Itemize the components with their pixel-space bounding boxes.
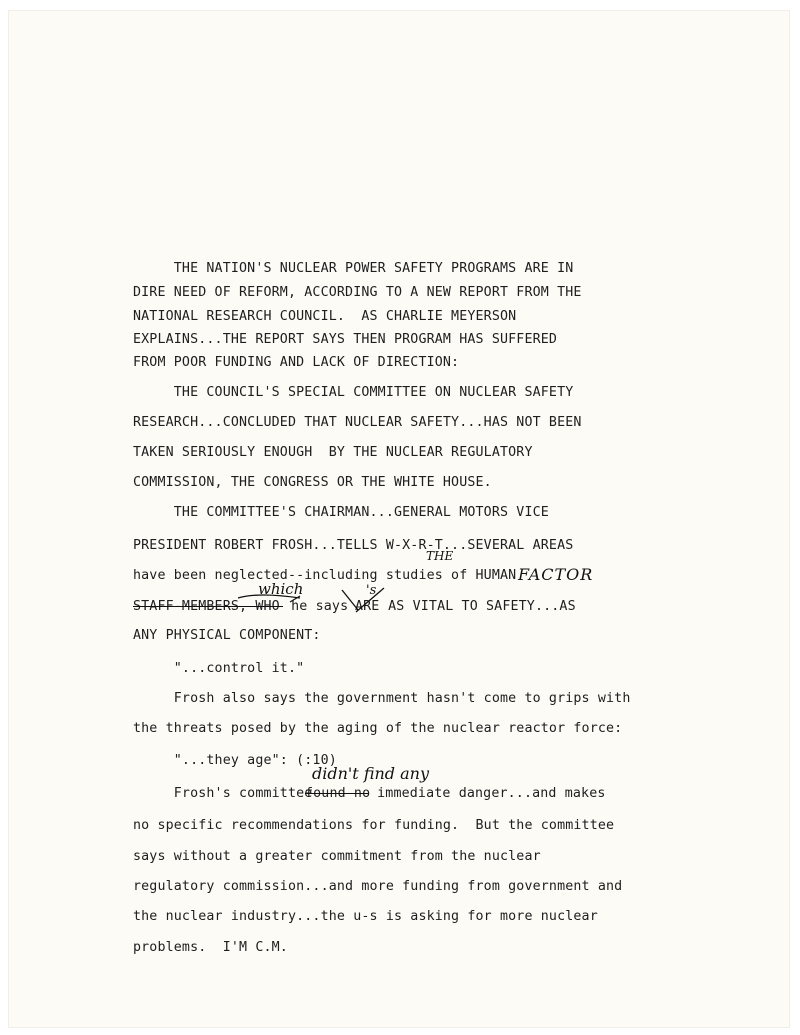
- text-line: THE COUNCIL'S SPECIAL COMMITTEE ON NUCLEAR SAFETY: [133, 385, 574, 400]
- text-line: have been neglected--including studies of HUMAN: [133, 568, 517, 583]
- text-line: no specific recommendations for funding. But the committee: [133, 818, 615, 833]
- text-line: Frosh also says the government hasn't come to grips with: [133, 691, 631, 706]
- text-line: the threats posed by the aging of the nuclear reactor force:: [133, 721, 623, 736]
- text-line: immediate danger...and makes: [369, 786, 606, 801]
- text-line: DIRE NEED OF REFORM, ACCORDING TO A NEW REPORT FROM THE: [133, 285, 582, 300]
- struck-text: found no: [305, 786, 371, 801]
- text-line: THE COMMITTEE'S CHAIRMAN...GENERAL MOTORS VICE: [133, 505, 549, 520]
- text-line: TAKEN SERIOUSLY ENOUGH BY THE NUCLEAR REGULATORY: [133, 445, 533, 460]
- text-line: he says: [283, 599, 357, 614]
- text-line: THE NATION'S NUCLEAR POWER SAFETY PROGRAMS ARE IN: [133, 261, 574, 276]
- text-line: RESEARCH...CONCLUDED THAT NUCLEAR SAFETY...HAS NOT BEEN: [133, 415, 582, 430]
- text-line: COMMISSION, THE CONGRESS OR THE WHITE HOUSE.: [133, 475, 492, 490]
- text-line: ANY PHYSICAL COMPONENT:: [133, 628, 321, 643]
- struck-text: STAFF-MEMBERS, WHO: [133, 599, 280, 614]
- handwritten-is: 's: [366, 583, 377, 598]
- text-line: FROM POOR FUNDING AND LACK OF DIRECTION:: [133, 355, 460, 370]
- text-line: "...they age": (:10): [133, 753, 337, 768]
- text-line: EXPLAINS...THE REPORT SAYS THEN PROGRAM HAS SUFFERED: [133, 332, 558, 347]
- text-line: PRESIDENT ROBERT FROSH...TELLS W-X-R-T...SEVERAL AREAS: [133, 538, 574, 553]
- handwritten-the: THE: [426, 549, 454, 563]
- text-line: regulatory commission...and more funding from government and: [133, 879, 623, 894]
- handwritten-factor: FACTOR: [518, 565, 594, 584]
- handwritten-didnt-find-any: didn't find any: [312, 764, 430, 783]
- text-line: Frosh's committee: [133, 786, 321, 801]
- text-line: says without a greater commitment from the nuclear: [133, 849, 541, 864]
- caret-mark: [356, 588, 384, 612]
- text-line: the nuclear industry...the u-s is asking for more nuclear: [133, 909, 598, 924]
- struck-text: ARE: [355, 599, 380, 614]
- handwritten-which: which: [258, 580, 304, 598]
- text-line: NATIONAL RESEARCH COUNCIL. AS CHARLIE MEYERSON: [133, 309, 517, 324]
- text-line: AS VITAL TO SAFETY...AS: [380, 599, 576, 614]
- text-line: problems. I'M C.M.: [133, 940, 288, 955]
- caret-mark: [342, 590, 358, 610]
- text-line: "...control it.": [133, 661, 305, 676]
- caret-mark: [238, 595, 300, 598]
